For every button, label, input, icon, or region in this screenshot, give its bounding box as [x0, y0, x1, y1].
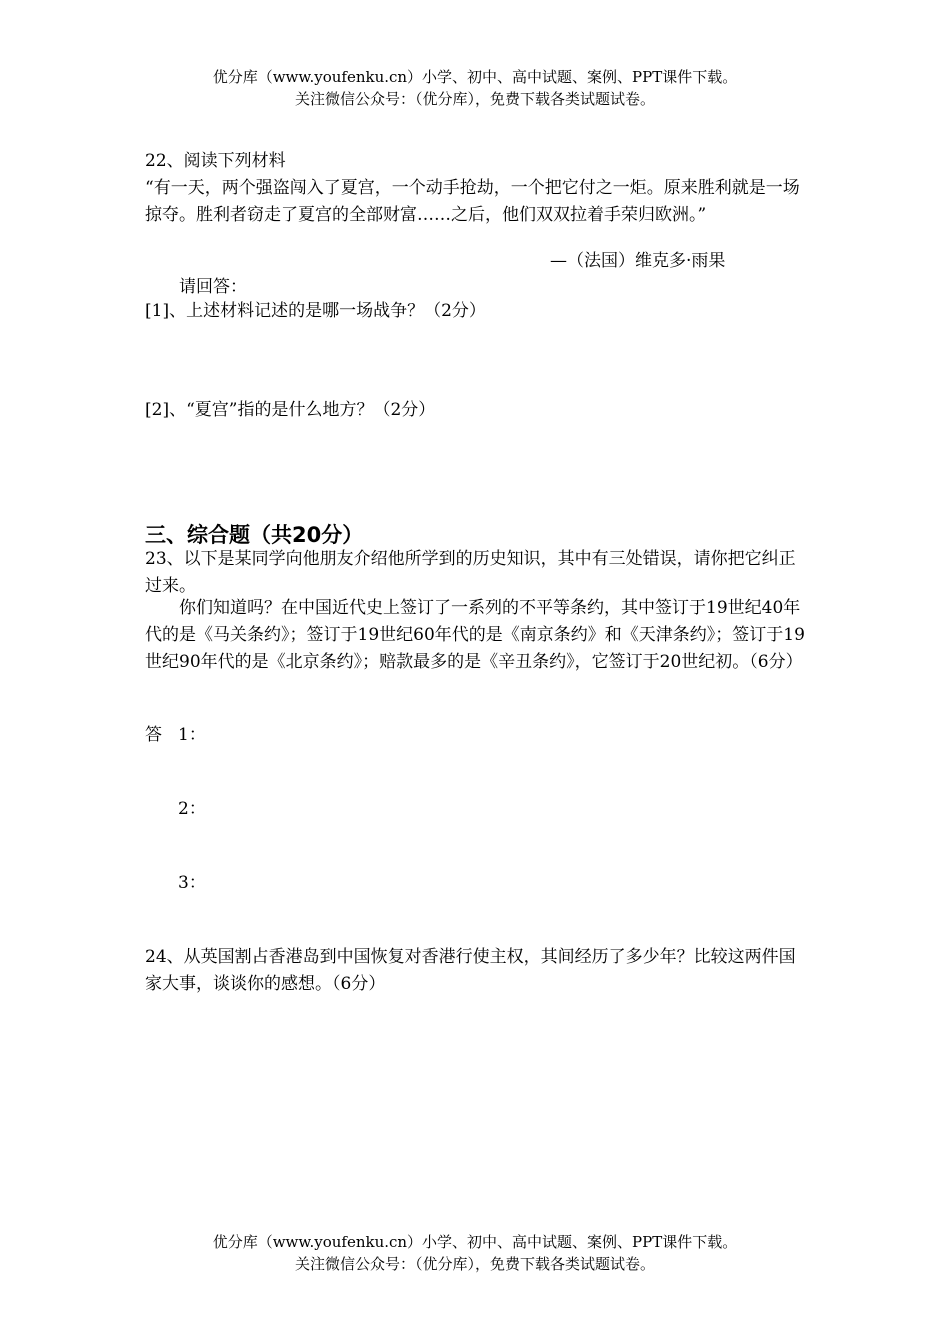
question-22-sub-1: [1]、上述材料记述的是哪一场战争？（2分） — [145, 301, 486, 321]
answer-item-2: 2： — [178, 799, 206, 819]
question-22-prompt: 请回答： — [179, 277, 247, 297]
question-22-title: 22、阅读下列材料 — [145, 151, 286, 171]
footer-line-2: 关注微信公众号：（优分库），免费下载各类试题试卷。 — [294, 1255, 655, 1273]
answer-item-1: 1： — [178, 725, 206, 745]
question-22-quote: “有一天，两个强盗闯入了夏宫，一个动手抢劫，一个把它付之一炬。原来胜利就是一场掠夺。胜利者窃走了夏宫的全部财富……之后，他们双双拉着手荣归欧洲。” — [145, 178, 800, 225]
header-line-2: 关注微信公众号：（优分库），免费下载各类试题试卷。 — [294, 90, 655, 108]
question-23-title: 23、以下是某同学向他朋友介绍他所学到的历史知识，其中有三处错误，请你把它纠正过来。 — [145, 549, 796, 596]
section-3-title: 三、综合题（共20分） — [145, 523, 364, 547]
main-content — [145, 0, 810, 1344]
header-line-1: 优分库（www.youfenku.cn）小学、初中、高中试题、案例、PPT课件下载。 — [212, 68, 738, 86]
question-22-sub-2: [2]、“夏宫”指的是什么地方？（2分） — [145, 400, 436, 420]
answer-item-3: 3： — [178, 873, 206, 893]
footer-line-1: 优分库（www.youfenku.cn）小学、初中、高中试题、案例、PPT课件下载。 — [212, 1233, 738, 1251]
answer-label: 答 — [145, 725, 162, 745]
quote-attribution: —（法国）维克多·雨果 — [550, 251, 726, 271]
question-24-text: 24、从英国割占香港岛到中国恢复对香港行使主权，其间经历了多少年？比较这两件国家大事，谈谈你的感想。（6分） — [145, 947, 796, 994]
page-footer — [0, 1231, 950, 1275]
question-23-body: 你们知道吗？在中国近代史上签订了一系列的不平等条约，其中签订于19世纪40年代的是《马关条约》；签订于19世纪60年代的是《南京条约》和《天津条约》；签订于19世纪90年代的是《北京条约》；赔款最多的是《辛丑条约》，它签订于20世纪初。（6分） — [145, 598, 805, 672]
